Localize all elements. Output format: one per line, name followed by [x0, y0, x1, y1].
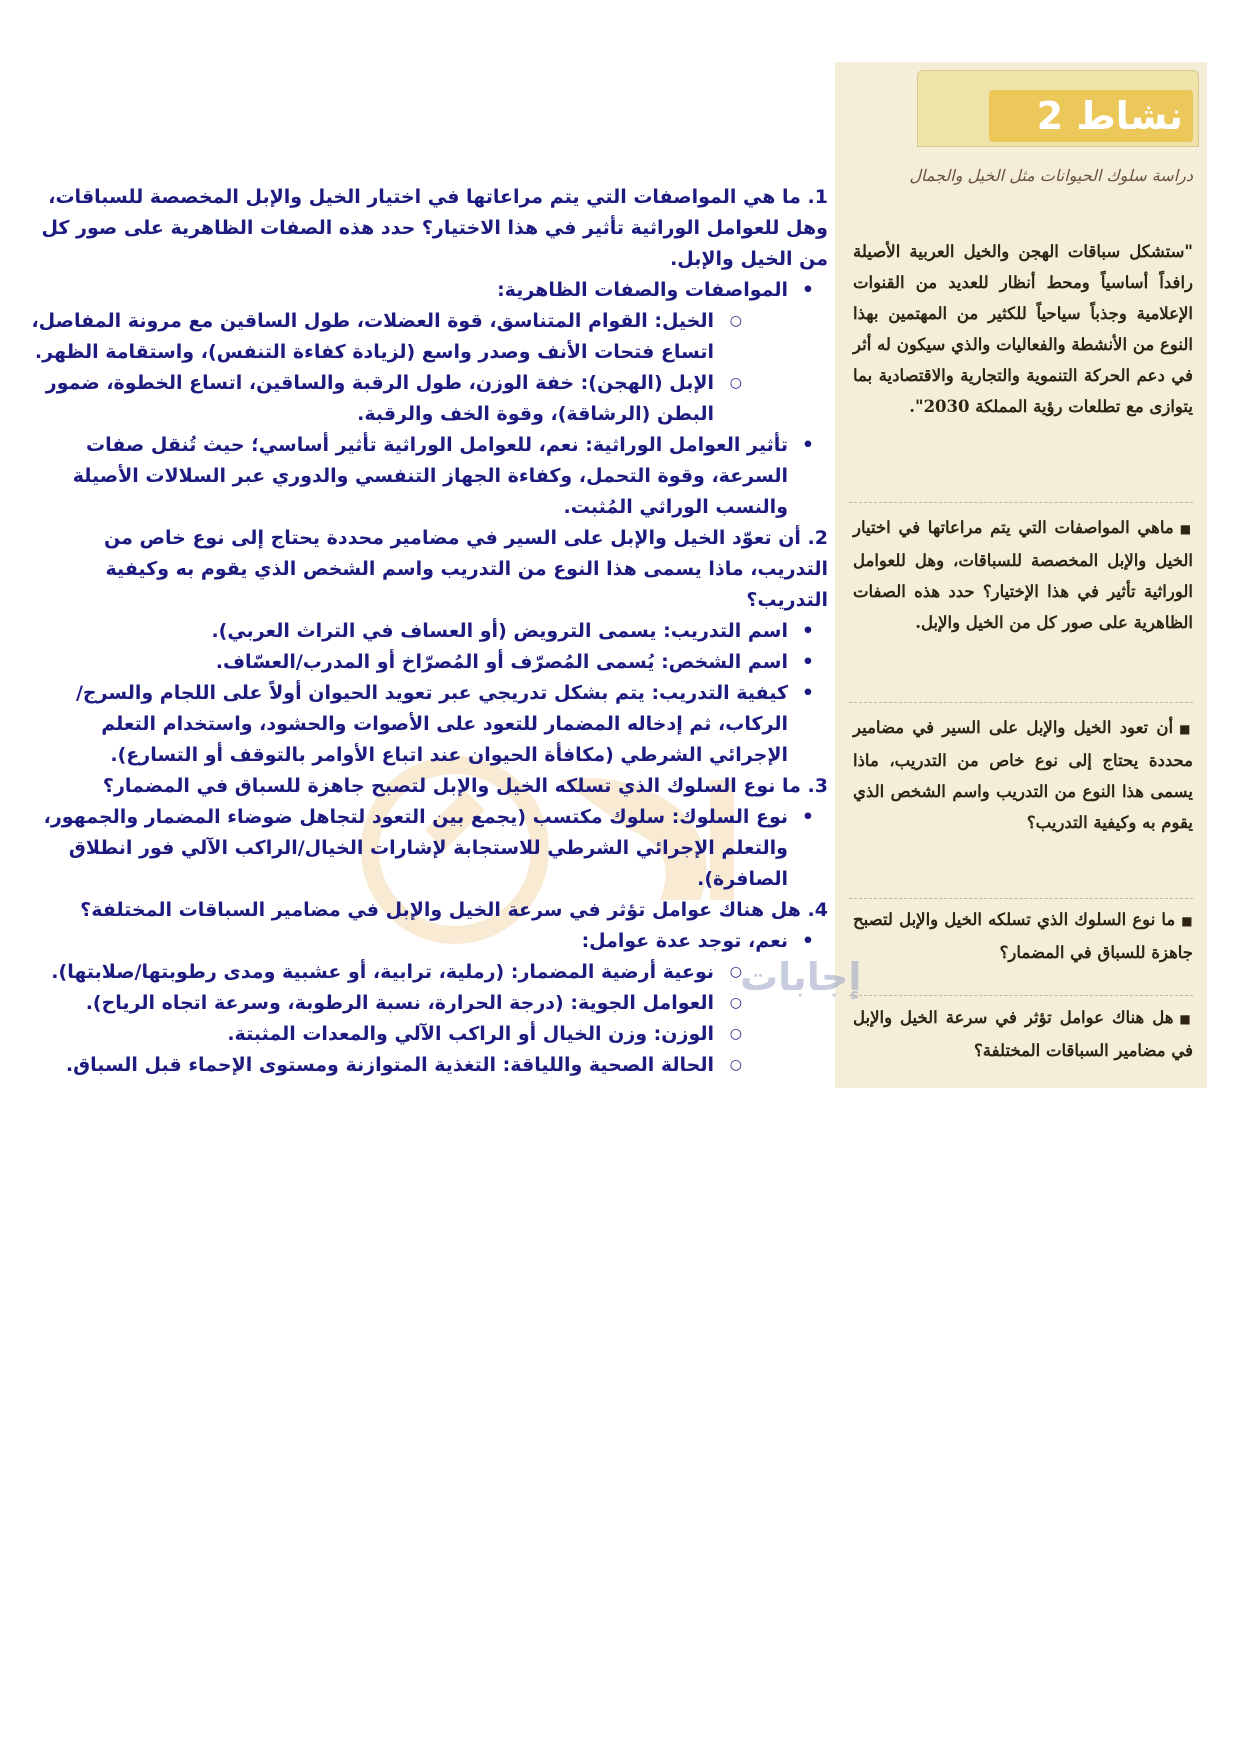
- list-item: [28, 306, 788, 368]
- answer-1-sublist: [28, 306, 788, 430]
- question-3: 3. ما نوع السلوك الذي تسلكه الخيل والإبل لتصبح جاهزة للسباق في المضمار؟: [102, 775, 828, 797]
- answer-1-point-1: المواصفات والصفات الظاهرية:: [497, 279, 788, 301]
- answer-3-list: [28, 802, 828, 895]
- list-item: [28, 926, 828, 1081]
- behavior-type: نوع السلوك: سلوك مكتسب (يجمع بين التعود لتجاهل ضوضاء المضمار والجمهور، والتعلم الإجرائي الشرطي للاستجابة لإشارات الخيال/الراكب الآلي فور انطلاق الصافرة).: [43, 806, 788, 890]
- book-question-4-text: هل هناك عوامل تؤثر في سرعة الخيل والإبل في مضامير السباقات المختلفة؟: [853, 1008, 1193, 1060]
- trainer-name: اسم الشخص: يُسمى المُصرّف أو المُصرّاخ أو المدرب/العسّاف.: [215, 651, 788, 673]
- book-question-3-text: ما نوع السلوك الذي تسلكه الخيل والإبل لتصبح جاهزة للسباق في المضمار؟: [853, 910, 1193, 962]
- list-item: [28, 368, 788, 430]
- training-name: اسم التدريب: يسمى الترويض (أو العساف في التراث العربي).: [211, 620, 788, 642]
- book-question-1-text: ماهي المواصفات التي يتم مراعاتها في اختيار الخيل والإبل المخصصة للسباقات، وهل للعوامل الوراثية تأثير في هذا الإختيار؟ حدد هذه الصفات الظاهرية على صور كل من الخيل والإبل.: [853, 518, 1193, 632]
- list-item: [28, 678, 828, 771]
- list-item: [28, 1050, 788, 1081]
- factor-weather: العوامل الجوية: (درجة الحرارة، نسبة الرطوبة، وسرعة اتجاه الرياح).: [85, 992, 714, 1014]
- watermark-text: إجابات: [740, 955, 862, 999]
- book-question-3: ■ما نوع السلوك الذي تسلكه الخيل والإبل لتصبح جاهزة للسباق في المضمار؟: [853, 910, 1193, 962]
- activity-subtitle: دراسة سلوك الحيوانات مثل الخيل والجمال: [909, 166, 1193, 185]
- question-1: 1. ما هي المواصفات التي يتم مراعاتها في اختيار الخيل والإبل المخصصة للسباقات، وهل للعوامل الوراثية تأثير في هذا الاختيار؟ حدد هذه الصفات الظاهرية على صور كل من الخيل والإبل.: [41, 186, 828, 270]
- list-item: [28, 647, 828, 678]
- list-item: [28, 275, 828, 430]
- book-question-1: ■ماهي المواصفات التي يتم مراعاتها في اختيار الخيل والإبل المخصصة للسباقات، وهل للعوامل الوراثية تأثير في هذا الإختيار؟ حدد هذه الصفات الظاهرية على صور كل من الخيل والإبل.: [853, 518, 1193, 632]
- list-item: [28, 430, 828, 523]
- factor-track: نوعية أرضية المضمار: (رملية، ترابية، أو عشبية ومدى رطوبتها/صلابتها).: [51, 961, 714, 983]
- question-4: 4. هل هناك عوامل تؤثر في سرعة الخيل والإبل في مضامير السباقات المختلفة؟: [80, 899, 828, 921]
- camel-traits: الإبل (الهجن): خفة الوزن، طول الرقبة والساقين، اتساع الخطوة، ضمور البطن (الرشاقة)، وقوة الخف والرقبة.: [45, 372, 714, 425]
- genetic-factors: تأثير العوامل الوراثية: نعم، للعوامل الوراثية تأثير أساسي؛ حيث تُنقل صفات السرعة، وقوة التحمل، وكفاءة الجهاز التنفسي والدوري عبر السلالات الأصيلة والنسب الوراثي المُثبت.: [72, 434, 788, 518]
- factor-health: الحالة الصحية واللياقة: التغذية المتوازنة ومستوى الإحماء قبل السباق.: [65, 1054, 714, 1076]
- activity-quote: "ستشكل سباقات الهجن والخيل العربية الأصيلة رافداً أساسياً ومحط أنظار للعديد من القنوات الإعلامية وجذباً سياحياً للكثير من المهتمين بهذا النوع من الأنشطة والفعاليات والذي سيكون له أثر في دعم الحركة التنموية والتجارية والاقتصادية بما يتوازى مع تطلعات رؤية المملكة 2030".: [853, 242, 1193, 416]
- factors-sublist: [28, 957, 788, 1081]
- answer-2-list: [28, 616, 828, 771]
- divider: [849, 702, 1193, 703]
- list-item: [28, 957, 788, 988]
- divider: [849, 898, 1193, 899]
- divider: [849, 502, 1193, 503]
- answers-section: [28, 182, 828, 1081]
- list-item: [28, 1019, 788, 1050]
- answer-4-list: [28, 926, 828, 1081]
- divider: [849, 995, 1193, 996]
- textbook-activity-panel: [835, 62, 1207, 1088]
- book-question-4: ■هل هناك عوامل تؤثر في سرعة الخيل والإبل في مضامير السباقات المختلفة؟: [853, 1008, 1193, 1060]
- activity-badge-label: نشاط 2: [1036, 94, 1183, 138]
- list-item: [28, 802, 828, 895]
- list-item: [28, 616, 828, 647]
- book-question-2-text: أن تعود الخيل والإبل على السير في مضامير محددة يحتاج إلى نوع خاص من التدريب، ماذا يسمى هذا النوع من التدريب واسم الشخص الذي يقوم به وكيفية التدريب؟: [853, 718, 1193, 832]
- list-item: [28, 988, 788, 1019]
- training-method: كيفية التدريب: يتم بشكل تدريجي عبر تعويد الحيوان أولاً على اللجام والسرج/الركاب، ثم إدخاله المضمار للتعود على الأصوات والحشود، واستخدام التعلم الإجرائي الشرطي (مكافأة الحيوان عند اتباع الأوامر بالتوقف أو التسارع).: [75, 682, 788, 766]
- book-question-2: ■أن تعود الخيل والإبل على السير في مضامير محددة يحتاج إلى نوع خاص من التدريب، ماذا يسمى هذا النوع من التدريب واسم الشخص الذي يقوم به وكيفية التدريب؟: [853, 718, 1193, 832]
- factors-intro: نعم، توجد عدة عوامل:: [581, 930, 788, 952]
- horse-traits: الخيل: القوام المتناسق، قوة العضلات، طول الساقين مع مرونة المفاصل، اتساع فتحات الأنف وصدر واسع (لزيادة كفاءة التنفس)، واستقامة الظهر.: [31, 310, 714, 363]
- answer-1-list: [28, 275, 828, 523]
- factor-weight: الوزن: وزن الخيال أو الراكب الآلي والمعدات المثبتة.: [227, 1023, 714, 1045]
- question-2: 2. أن تعوّد الخيل والإبل على السير في مضامير محددة يحتاج إلى نوع خاص من التدريب، ماذا يسمى هذا النوع من التدريب واسم الشخص الذي يقوم به وكيفية التدريب؟: [103, 527, 828, 611]
